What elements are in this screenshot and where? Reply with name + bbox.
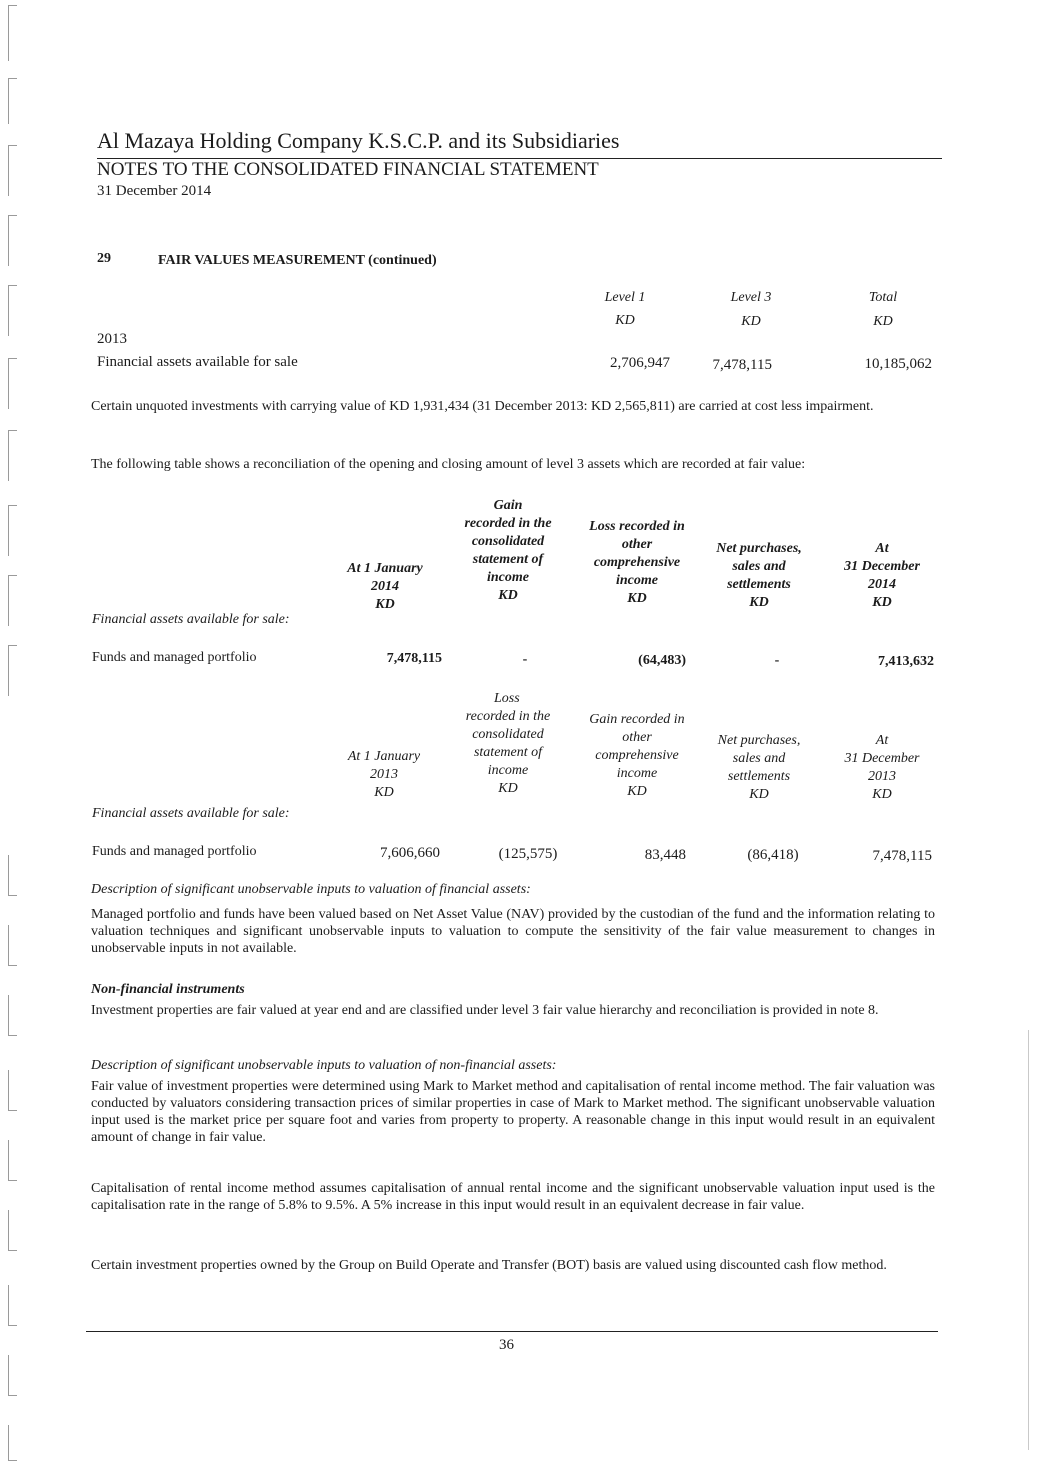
col-header-line: 31 December [844,559,920,574]
value-closing: 7,478,115 [872,848,932,864]
category-label: Financial assets available for sale: [92,806,290,821]
col-header-line: At [875,541,889,556]
value-opening: 7,478,115 [386,651,442,666]
col-header-line: Net purchases, [717,733,801,748]
value-oci: (64,483) [638,653,686,668]
company-name: Al Mazaya Holding Company K.S.C.P. and its Subsidiaries [97,128,620,153]
section-number: 29 [97,251,111,266]
row-label: Financial assets available for sale [97,354,298,370]
col-header-line: Net purchases, [716,541,802,556]
col-header-line: income [616,573,658,588]
col-header-line: KD [375,597,395,612]
value-oci: 83,448 [644,847,686,863]
col-header-line: income [487,763,529,778]
value-opening: 7,606,660 [380,845,440,861]
col-header-line: Gain [493,498,523,513]
desc-non-financial-text: Fair value of investment properties were determined using Mark to Market method and capitalisation of rental income method. The fair valuation was conducted by valuators considering transaction prices of similar properties in case of Mark to Market method. The significant unobservable valuation input used is the market price per square foot and varies from property to property. A reasonable change in this input would result in an equivalent amount of change in fair value. [91,1079,935,1145]
value-income: - [522,652,528,667]
col-header-line: At 1 January [347,749,421,764]
row-label: Funds and managed portfolio [92,844,257,859]
col-header-line: statement of [472,552,544,567]
header-total: Total [868,290,898,305]
col-header-line: KD [872,595,892,610]
col-header-line: KD [872,787,892,802]
col-header-line: KD [498,781,518,796]
col-header-line: 31 December [844,751,920,766]
scan-edge-line [1028,1030,1029,1450]
col-header-line: other [622,730,652,745]
col-header-line: Loss [494,691,520,706]
value-income: (125,575) [498,846,558,862]
col-header-line: 2013 [868,769,896,784]
unit-level-3: KD [741,314,761,329]
value-net-purchases: - [774,653,780,668]
desc-financial-heading: Description of significant unobservable inputs to valuation of financial assets: [91,882,531,897]
col-header-line: Gain recorded in [589,712,685,727]
capitalisation-text: Capitalisation of rental income method assumes capitalisation of annual rental income and the significant unobservable valuation input used is the capitalisation rate in the range of 5.8% to 9.5%. A 5% increase in this input would result in an equivalent decrease in fair value. [91,1181,935,1213]
col-header-line: KD [627,784,647,799]
col-header-line: statement of [473,745,543,760]
value-net-purchases: (86,418) [747,847,799,863]
col-header-line: other [621,537,653,552]
desc-non-financial-heading: Description of significant unobservable inputs to valuation of non-financial assets: [91,1058,557,1073]
col-header-line: sales and [732,559,786,574]
col-header-line: 2014 [371,579,399,594]
unit-total: KD [873,314,893,329]
category-label: Financial assets available for sale: [92,612,290,627]
col-header-line: comprehensive [593,555,681,570]
col-header-line: KD [749,595,769,610]
row-label: Funds and managed portfolio [92,650,257,665]
table-year: 2013 [97,331,127,347]
value-level-1: 2,706,947 [610,355,670,371]
col-header-line: income [487,570,529,585]
col-header-line: sales and [732,751,786,766]
page-number: 36 [499,1337,514,1353]
col-header-line: settlements [727,577,791,592]
col-header-line: 2014 [868,577,896,592]
col-header-line: KD [627,591,647,606]
desc-financial-text: Managed portfolio and funds have been valued based on Net Asset Value (NAV) provided by the custodian of the fund and the information relating to valuation techniques and significant unobservable inputs to valuation to compute the sensitivity of the fair value measurement to changes in unobservable inputs in not available. [91,907,935,956]
non-financial-text: Investment properties are fair valued at year end and are classified under level 3 fair value hierarchy and reconciliation is provided in note 8. [91,1003,879,1018]
section-title: FAIR VALUES MEASUREMENT (continued) [158,253,437,268]
value-level-3: 7,478,115 [712,357,772,373]
col-header-line: recorded in the [465,709,551,724]
col-header-line: Loss recorded in [589,519,685,534]
col-header-line: KD [374,785,394,800]
col-header-line: comprehensive [595,748,679,763]
col-header-line: 2013 [370,767,398,782]
col-header-line: recorded in the [464,516,552,531]
header-level-3: Level 3 [730,290,772,305]
col-header-line: KD [498,588,518,603]
header-level-1: Level 1 [604,290,646,305]
col-header-line: consolidated [471,534,545,549]
value-closing: 7,413,632 [878,654,934,669]
col-header-line: KD [749,787,769,802]
col-header-line: At [875,733,889,748]
bot-text: Certain investment properties owned by the Group on Build Operate and Transfer (BOT) basis are valued using discounted cash flow method. [91,1258,887,1273]
col-header-line: settlements [727,769,791,784]
col-header-line: At 1 January [347,561,423,576]
col-header-line: consolidated [472,727,544,742]
unit-level-1: KD [615,313,635,328]
col-header-line: income [616,766,658,781]
statement-date: 31 December 2014 [97,183,212,199]
notes-title: NOTES TO THE CONSOLIDATED FINANCIAL STATEMENT [97,159,599,180]
paragraph-unquoted-investments: Certain unquoted investments with carrying value of KD 1,931,434 (31 December 2013: KD 2,565,811) are carried at cost less impairment. [91,399,874,414]
paragraph-reconciliation-intro: The following table shows a reconciliation of the opening and closing amount of level 3 assets which are recorded at fair value: [91,457,806,472]
non-financial-heading: Non-financial instruments [91,982,245,997]
footer-rule [86,1331,938,1332]
value-total: 10,185,062 [864,356,932,372]
